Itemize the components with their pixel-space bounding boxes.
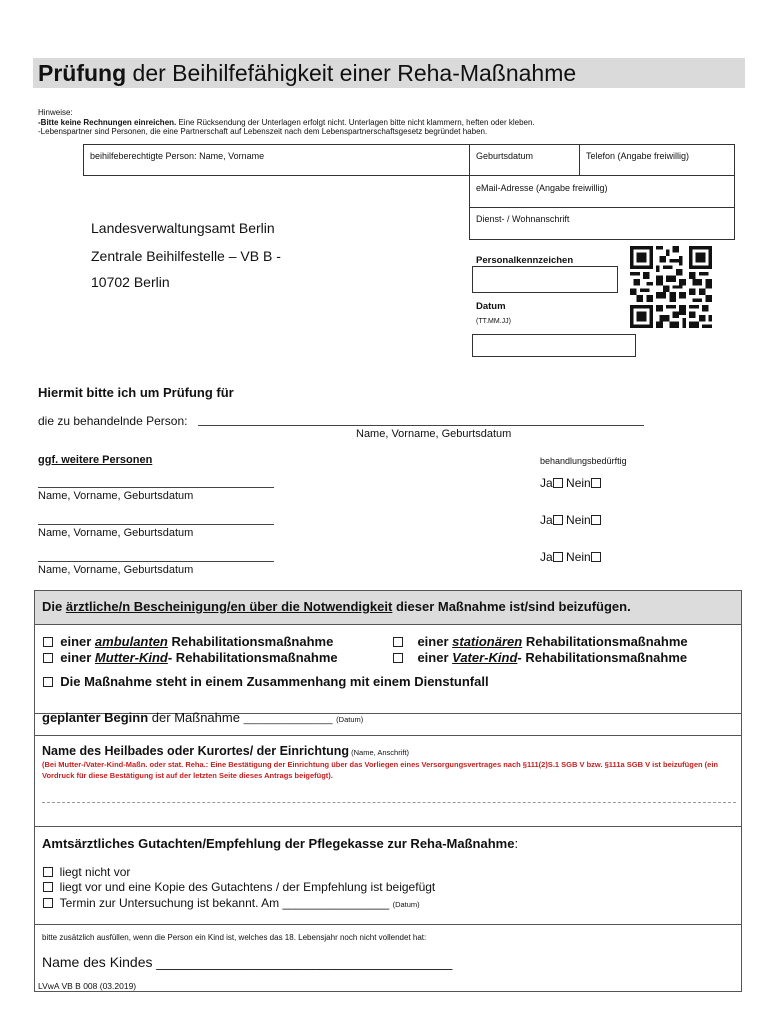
no-label: Nein xyxy=(566,476,591,490)
birthdate-field[interactable] xyxy=(469,144,580,176)
date-input[interactable] xyxy=(472,334,636,357)
ambulant-checkbox[interactable] xyxy=(43,637,53,647)
further-person-1-choice xyxy=(540,476,601,490)
phone-label: Telefon (Angabe freiwillig) xyxy=(586,151,690,161)
option-work-accident[interactable]: Die Maßnahme steht in einem Zusammenhang mit einem Dienstunfall xyxy=(43,674,489,689)
date-label: Datum xyxy=(476,301,506,312)
yes-checkbox[interactable] xyxy=(553,552,563,562)
treated-person-caption: Name, Vorname, Geburtsdatum xyxy=(356,428,512,440)
further-person-3-input[interactable] xyxy=(38,561,274,562)
further-person-1-input[interactable] xyxy=(38,487,274,488)
no-checkbox[interactable] xyxy=(591,552,601,562)
personal-id-label: Personalkennzeichen xyxy=(476,255,574,266)
mutter-kind-checkbox[interactable] xyxy=(43,653,53,663)
option-stationaer[interactable]: einer stationären Rehabilitationsmaßnahme xyxy=(393,634,688,649)
needs-treatment-label: behandlungsbedürftig xyxy=(540,456,627,466)
expert-option-2[interactable]: liegt vor und eine Kopie des Gutachtens / der Empfehlung ist beigefügt xyxy=(43,880,435,894)
email-field[interactable] xyxy=(469,175,735,208)
expert-option-1[interactable]: liegt nicht vor xyxy=(43,865,130,879)
treated-person-input[interactable] xyxy=(198,425,644,426)
form-number: LVwA VB B 008 (03.2019) xyxy=(38,981,137,991)
no-checkbox[interactable] xyxy=(591,515,601,525)
person-name-label: beihilfeberechtigte Person: Name, Vorname xyxy=(90,151,265,161)
no-label: Nein xyxy=(566,550,591,564)
yes-checkbox[interactable] xyxy=(553,478,563,488)
hints-line-1: -Bitte keine Rechnungen einreichen. Eine Rücksendung der Unterlagen erfolgt nicht. Unterlagen bitte nicht klammern, heften oder kleben. xyxy=(38,118,535,127)
email-label: eMail-Adresse (Angabe freiwillig) xyxy=(476,183,608,193)
no-label: Nein xyxy=(566,513,591,527)
phone-field[interactable] xyxy=(579,144,735,176)
further-person-2-input[interactable] xyxy=(38,524,274,525)
further-person-1-caption: Name, Vorname, Geburtsdatum xyxy=(38,490,194,502)
person-name-field[interactable] xyxy=(83,144,470,176)
hints-heading: Hinweise: xyxy=(38,108,73,117)
option-mutter-kind[interactable]: einer Mutter-Kind- Rehabilitationsmaßnahme xyxy=(43,650,338,665)
treated-person-prefix: die zu behandelnde Person: xyxy=(38,414,188,428)
vater-kind-checkbox[interactable] xyxy=(393,653,403,663)
option-vater-kind[interactable]: einer Vater-Kind- Rehabilitationsmaßnahme xyxy=(393,650,687,665)
stationaer-checkbox[interactable] xyxy=(393,637,403,647)
date-format-hint: (TT.MM.JJ) xyxy=(476,318,511,325)
hints-line-2: -Lebenspartner sind Personen, die eine Partnerschaft auf Lebenszeit nach dem Lebenspartnerschaftsgesetz begründet haben. xyxy=(38,127,488,136)
child-note: bitte zusätzlich ausfüllen, wenn die Person ein Kind ist, welches das 18. Lebensjahr noch nicht vollendet hat: xyxy=(42,933,427,942)
certificate-banner-text: Die ärztliche/n Bescheinigung/en über die Notwendigkeit dieser Maßnahme ist/sind beizufügen. xyxy=(42,599,631,614)
recipient-line-2: Zentrale Beihilfestelle – VB B - xyxy=(91,248,281,264)
personal-id-input[interactable] xyxy=(472,266,618,293)
page-title: Prüfung der Beihilfefähigkeit einer Reha-Maßnahme xyxy=(38,60,577,86)
work-accident-checkbox[interactable] xyxy=(43,677,53,687)
option-ambulant[interactable]: einer ambulanten Rehabilitationsmaßnahme xyxy=(43,634,333,649)
exam-date-input[interactable]: ________________ xyxy=(282,896,390,910)
further-person-2-choice xyxy=(540,513,601,527)
expert-heading: Amtsärztliches Gutachten/Empfehlung der Pflegekasse zur Reha-Maßnahme: xyxy=(42,836,519,851)
recipient-line-3: 10702 Berlin xyxy=(91,274,170,290)
divider xyxy=(35,826,741,827)
divider xyxy=(35,735,741,736)
request-heading: Hiermit bitte ich um Prüfung für xyxy=(38,385,234,400)
planned-start-input[interactable]: ________________ xyxy=(243,714,333,725)
child-name: Name des Kindes ______________________________________ xyxy=(42,954,453,970)
expert-option-3[interactable]: Termin zur Untersuchung ist bekannt. Am ________________ (Datum) xyxy=(43,896,420,910)
spa-input[interactable] xyxy=(42,802,736,803)
further-person-3-choice xyxy=(540,550,601,564)
yes-label: Ja xyxy=(540,550,553,564)
address-label: Dienst- / Wohnanschrift xyxy=(476,214,570,224)
yes-label: Ja xyxy=(540,476,553,490)
planned-start: geplanter Beginn der Maßnahme ________________ (Datum) xyxy=(42,710,364,725)
no-checkbox[interactable] xyxy=(591,478,601,488)
qr-code-image xyxy=(630,246,712,328)
birthdate-label: Geburtsdatum xyxy=(476,151,534,161)
spa-heading: Name des Heilbades oder Kurortes/ der Einrichtung (Name, Anschrift) xyxy=(42,744,410,758)
address-field[interactable] xyxy=(469,207,735,240)
yes-checkbox[interactable] xyxy=(553,515,563,525)
further-person-3-caption: Name, Vorname, Geburtsdatum xyxy=(38,564,194,576)
further-persons-heading: ggf. weitere Personen xyxy=(38,454,153,466)
expert-option-2-checkbox[interactable] xyxy=(43,882,53,892)
yes-label: Ja xyxy=(540,513,553,527)
recipient-line-1: Landesverwaltungsamt Berlin xyxy=(91,220,275,236)
expert-option-3-checkbox[interactable] xyxy=(43,898,53,908)
divider xyxy=(35,924,741,925)
further-person-2-caption: Name, Vorname, Geburtsdatum xyxy=(38,527,194,539)
expert-option-1-checkbox[interactable] xyxy=(43,867,53,877)
child-name-input[interactable]: ______________________________________ xyxy=(156,954,453,970)
spa-note: (Bei Mutter-/Vater-Kind-Maßn. oder stat. Reha.: Eine Bestätigung der Einrichtung über das Vorliegen eines Versorgungsvertrages nach §111(2)S.1 SGB V bzw. §111a SGB V ist beizufügen (ein Vordruck für diese Bestätigung ist auf der letzten Seite dieses Antrags beigefügt). xyxy=(42,760,718,780)
